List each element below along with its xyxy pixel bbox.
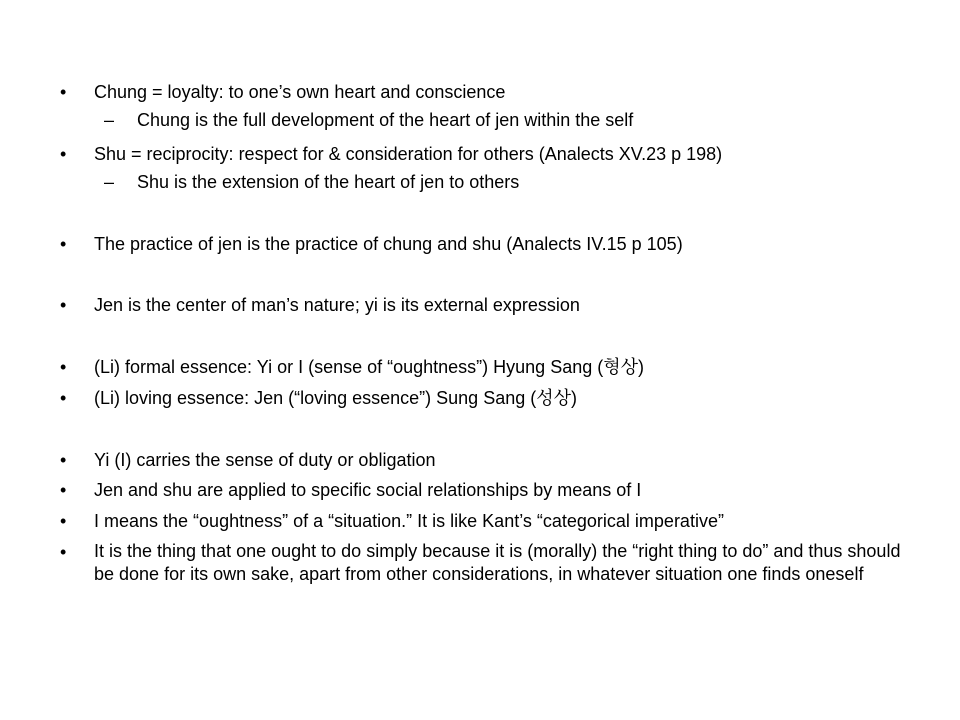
list-item: (Li) formal essence: Yi or I (sense of “oughtness”) Hyung Sang (형상) (94, 357, 644, 377)
bullet-icon: • (60, 234, 67, 254)
list-item: Shu = reciprocity: respect for & consideration for others (Analects XV.23 p 198) (94, 144, 723, 164)
bullet-icon: • (60, 388, 67, 408)
dash-icon: – (104, 110, 115, 130)
bullet-icon: • (60, 144, 67, 164)
list-item: Jen is the center of man’s nature; yi is its external expression (94, 295, 580, 315)
list-item: Chung = loyalty: to one’s own heart and conscience (94, 82, 506, 102)
bullet-icon: • (60, 542, 67, 562)
bullet-icon: • (60, 480, 67, 500)
list-item: (Li) loving essence: Jen (“loving essence”) Sung Sang (성상) (94, 388, 577, 408)
bullet-icon: • (60, 511, 67, 531)
bullet-icon: • (60, 82, 67, 102)
list-item: The practice of jen is the practice of chung and shu (Analects IV.15 p 105) (94, 234, 683, 254)
bullet-icon: • (60, 357, 67, 377)
list-item: I means the “oughtness” of a “situation.” It is like Kant’s “categorical imperative” (94, 511, 724, 531)
list-item: Jen and shu are applied to specific social relationships by means of I (94, 480, 642, 500)
list-item: It is the thing that one ought to do simply because it is (morally) the “right thing to do” and thus should be done for its own sake, apart from other considerations, in whatever situation one finds oneself (94, 541, 901, 584)
bullet-icon: • (60, 450, 67, 470)
sub-list-item: Shu is the extension of the heart of jen to others (137, 172, 520, 192)
sub-list-item: Chung is the full development of the heart of jen within the self (137, 110, 634, 130)
dash-icon: – (104, 172, 115, 192)
bullet-icon: • (60, 295, 67, 315)
list-item: Yi (I) carries the sense of duty or obligation (94, 450, 436, 470)
